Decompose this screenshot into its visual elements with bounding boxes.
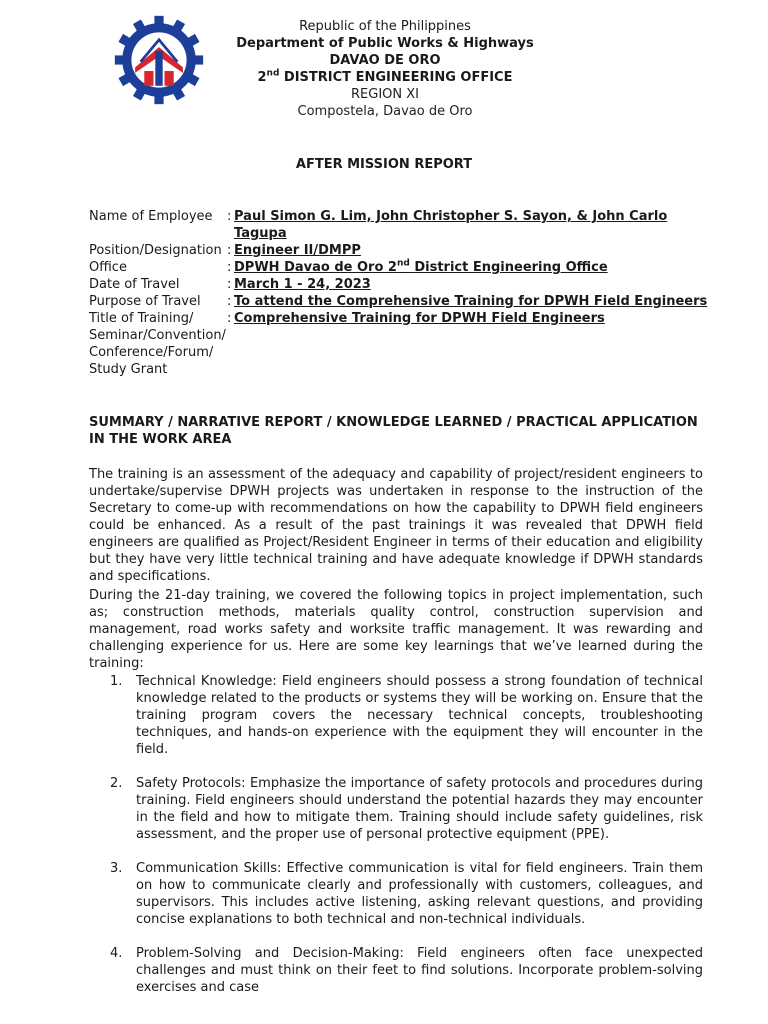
- purpose-label: Purpose of Travel: [89, 294, 201, 309]
- employee-value: Paul Simon G. Lim, John Christopher S. Sayon, & John Carlo Tagupa: [234, 209, 668, 241]
- info-row-office: Office : DPWH Davao de Oro 2nd District Engineering Office: [89, 259, 709, 276]
- letterhead-province: DAVAO DE ORO: [329, 53, 441, 68]
- travel-info: [89, 208, 709, 378]
- position-label: Position/Designation: [89, 243, 222, 258]
- letterhead-department: Department of Public Works & Highways: [236, 36, 534, 51]
- info-row-training: Title of Training/ Seminar/Convention/ Conference/Forum/ Study Grant : Comprehensive Training for DPWH Field Engineers: [89, 310, 709, 378]
- letterhead: [205, 18, 565, 120]
- purpose-value: To attend the Comprehensive Training for DPWH Field Engineers: [234, 294, 708, 309]
- report-title: AFTER MISSION REPORT: [295, 157, 473, 172]
- info-row-position: Position/Designation : Engineer II/DMPP: [89, 242, 709, 259]
- list-item: 1. Technical Knowledge: Field engineers should possess a strong foundation of technical knowledge related to the products or systems they will be working on. Ensure that the training program covers the necessary technical concepts, troubleshooting techniques, and hands-on experience with the equipment they will encounter in the field.: [110, 674, 703, 757]
- list-item: 4. Problem-Solving and Decision-Making: Field engineers often face unexpected challenges and must think on their feet to find solutions. Incorporate problem-solving exercises and case: [110, 946, 703, 995]
- office-label: Office: [89, 260, 127, 275]
- office-value: DPWH Davao de Oro 2nd District Engineering Office: [234, 258, 608, 275]
- paragraph-1: The training is an assessment of the adequacy and capability of project/resident engineers to undertake/supervise DPWH projects was undertaken in response to the instruction of the Secretary to come-up with recommendations on how the capability to DPWH field engineers could be enhanced. As a result of the past trainings it was revealed that DPWH field engineers are qualified as Project/Resident Engineer in terms of their education and eligibility but they have very little technical training and have adequate knowledge if DPWH standards and specifications.: [89, 467, 703, 584]
- info-row-purpose: Purpose of Travel : To attend the Comprehensive Training for DPWH Field Engineers: [89, 294, 708, 309]
- date-value: March 1 - 24, 2023: [234, 277, 371, 292]
- dpwh-logo: [113, 14, 205, 106]
- paragraph-2: During the 21-day training, we covered the following topics in project implementation, such as; construction methods, materials quality control, construction supervision and management, road works safety and worksite traffic management. It was rewarding and challenging experience for us. Here are some key learnings that we’ve learned during the training:: [89, 588, 703, 671]
- training-value: Comprehensive Training for DPWH Field Engineers: [234, 311, 605, 326]
- list-item: 3. Communication Skills: Effective communication is vital for field engineers. Train them on how to communicate clearly and professionally with customers, colleagues, and supervisors. This includes active listening, asking relevant questions, and providing concise explanations to both technical and non-technical individuals.: [110, 861, 703, 927]
- position-value: Engineer II/DMPP: [234, 243, 361, 258]
- section-heading: SUMMARY / NARRATIVE REPORT / KNOWLEDGE LEARNED / PRACTICAL APPLICATION IN THE WORK AREA: [89, 415, 698, 447]
- date-label: Date of Travel: [89, 277, 180, 292]
- key-learnings-list: [110, 673, 703, 1013]
- letterhead-region: REGION XI: [351, 87, 419, 102]
- list-item: 2. Safety Protocols: Emphasize the importance of safety protocols and procedures during training. Field engineers should understand the potential hazards they may encounter in the field and how to mitigate them. Training should include safety guidelines, risk assessment, and the proper use of personal protective equipment (PPE).: [110, 776, 703, 842]
- training-label: Title of Training/ Seminar/Convention/ Conference/Forum/ Study Grant: [89, 311, 226, 377]
- letterhead-republic: Republic of the Philippines: [299, 19, 471, 34]
- info-row-date: Date of Travel : March 1 - 24, 2023: [89, 276, 709, 293]
- info-row-employee: Name of Employee : Paul Simon G. Lim, John Christopher S. Sayon, & John Carlo Tagupa: [89, 208, 709, 242]
- employee-label: Name of Employee: [89, 209, 213, 224]
- letterhead-address: Compostela, Davao de Oro: [297, 104, 473, 119]
- letterhead-district-office: 2nd DISTRICT ENGINEERING OFFICE: [257, 68, 513, 85]
